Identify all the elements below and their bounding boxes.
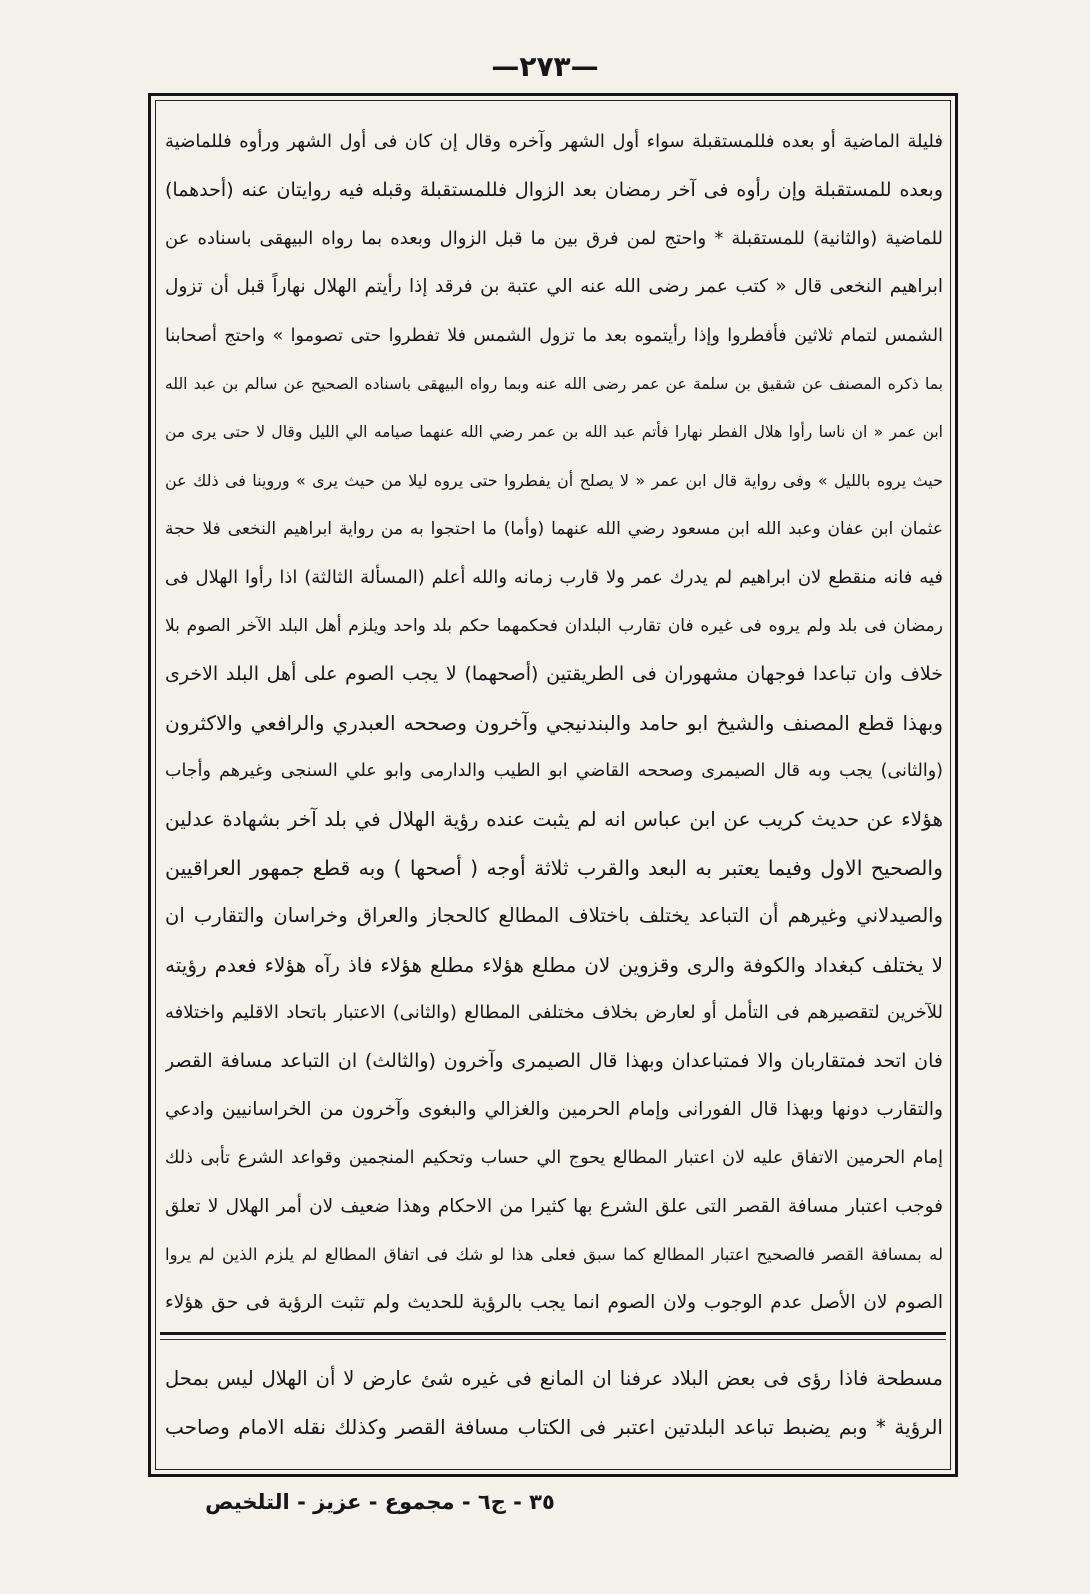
text-line: وبهذا قطع المصنف والشيخ ابو حامد والبندنيجي وآخرون وصححه العبدري والرافعي والاكثرون bbox=[165, 710, 943, 735]
text-line: ابراهيم النخعى قال « كتب عمر رضى الله عنه الي عتبة بن فرقد إذا رأيتم الهلال نهاراً قبل أن تزول bbox=[165, 276, 943, 298]
text-line: فليلة الماضية أو بعده فللمستقبلة سواء أول الشهر وآخره وقال إن كان فى أول الشهر ورأوه فللماضية bbox=[165, 131, 943, 152]
text-line: للماضية (والثانية) للمستقبلة * واحتج لمن فرق بين ما قبل الزوال وبعده بما رواه البيهقى باسناده عن bbox=[165, 227, 943, 249]
footnote-separator-thin bbox=[160, 1339, 946, 1340]
text-line: الصوم لان الأصل عدم الوجوب ولان الصوم انما يجب بالرؤية للحديث ولم تثبت الرؤية فى حق هؤلاء bbox=[165, 1292, 943, 1314]
text-line: له بمسافة القصر فالصحيح اعتبار المطالع كما سبق فعلى هذا لو شك فى اتفاق المطالع لم يلزم الذين لم يروا bbox=[165, 1244, 943, 1264]
text-line: فيه فانه منقطع لان ابراهيم لم يدرك عمر ولا قارب زمانه والله أعلم (المسألة الثالثة) اذا رأوا الهلال فى bbox=[165, 566, 943, 588]
footnote-line: الرؤية * وبم يضبط تباعد البلدتين اعتبر فى الكتاب مسافة القصر وكذلك نقله الامام وصاحب bbox=[165, 1415, 943, 1439]
text-line: للآخرين لتقصيرهم فى التأمل أو لعارض بخلاف مختلفى المطالع (والثانى) الاعتبار باتحاد الاقليم واختلافه bbox=[165, 1002, 943, 1024]
text-line: خلاف وان تباعدا فوجهان مشهوران فى الطريقتين (أصحهما) لا يجب الصوم على أهل البلد الاخرى bbox=[165, 663, 943, 686]
main-text-block bbox=[165, 118, 943, 1328]
text-line: لا يختلف كبغداد والكوفة والرى وقزوين لان مطلع هؤلاء مطلع هؤلاء فاذ رآه هؤلاء فعدم رؤيته bbox=[165, 952, 943, 977]
text-line: وبعده للمستقبلة وإن رأوه فى آخر رمضان بعد الزوال فللمستقبلة وقبله فيه روايتان عنه (أحدهما) bbox=[165, 179, 943, 202]
footnote-block bbox=[165, 1355, 943, 1451]
footer-signature: ٣٥ - ج٦ - مجموع - عزيز - التلخيص bbox=[205, 1490, 555, 1514]
text-line: فان اتحد فمتقاربان والا فمتباعدان وبهذا قال الصيمرى وآخرون (والثالث) ان التباعد مسافة القصر bbox=[165, 1050, 943, 1073]
footnote-line: مسطحة فاذا رؤى فى بعض البلاد عرفنا ان المانع فى غيره شئ عارض لا أن الهلال ليس بمحل bbox=[165, 1367, 943, 1390]
text-line: هؤلاء عن حديث كريب عن ابن عباس انه لم يثبت عنده رؤية الهلال في بلد آخر بشهادة عدلين bbox=[165, 807, 943, 832]
text-line: والصيدلاني وغيرهم أن التباعد يختلف باختلاف المطالع كالحجاز والعراق وخراسان والتقارب ان bbox=[165, 904, 943, 928]
page-number: —٢٧٣— bbox=[491, 50, 599, 83]
text-line: والتقارب دونها وبهذا قال الفورانى وإمام الحرمين والغزالي والبغوى وآخرون من الخراسانيين وادعي bbox=[165, 1098, 943, 1120]
text-line: (والثانى) يجب وبه قال الصيمرى وصححه القاضي ابو الطيب والدارمى وابو علي السنجى وغيرهم وأجاب bbox=[165, 761, 943, 782]
text-line: عثمان ابن عفان وعبد الله ابن مسعود رضي الله عنهما (وأما) ما احتجوا به من رواية ابراهيم النخعى فلا حجة bbox=[165, 519, 943, 540]
text-line: والصحيح الاول وفيما يعتبر به البعد والقرب ثلاثة أوجه ( أصحها ) وبه قطع جمهور العراقيين bbox=[165, 855, 943, 880]
text-line: ابن عمر « ان ناسا رأوا هلال الفطر نهارا فأتم عبد الله بن عمر رضي الله عنهما صيامه الي الليل وقال لا حتى يرى من bbox=[165, 423, 943, 442]
text-line: حيث يروه بالليل » وفى رواية قال ابن عمر « لا يصلح أن يفطروا حتى يروه ليلا من حيث يرى » وروينا فى ذلك عن bbox=[165, 470, 943, 490]
text-line: فوجب اعتبار مسافة القصر التى علق الشرع بها كثيرا من الاحكام وهذا ضعيف لان أمر الهلال لا تعلق bbox=[165, 1195, 943, 1217]
text-line: إمام الحرمين الاتفاق عليه لان اعتبار المطالع يحوج الي حساب وتحكيم المنجمين وقواعد الشرع تأبى ذلك bbox=[165, 1148, 943, 1169]
text-line: بما ذكره المصنف عن شقيق بن سلمة عن عمر رضى الله عنه وبما رواه البيهقى باسناده الصحيح عن سالم بن عبد الله bbox=[165, 374, 943, 393]
text-line: الشمس لتمام ثلاثين فأفطروا وإذا رأيتموه بعد ما تزول الشمس فلا تفطروا حتى تصوموا » واحتج أصحابنا bbox=[165, 325, 943, 346]
footnote-separator-thick bbox=[160, 1332, 946, 1335]
text-line: رمضان فى بلد ولم يروه فى غيره فان تقارب البلدان فحكمهما حكم بلد واحد ويلزم أهل البلد الآخر الصوم بلا bbox=[165, 615, 943, 636]
